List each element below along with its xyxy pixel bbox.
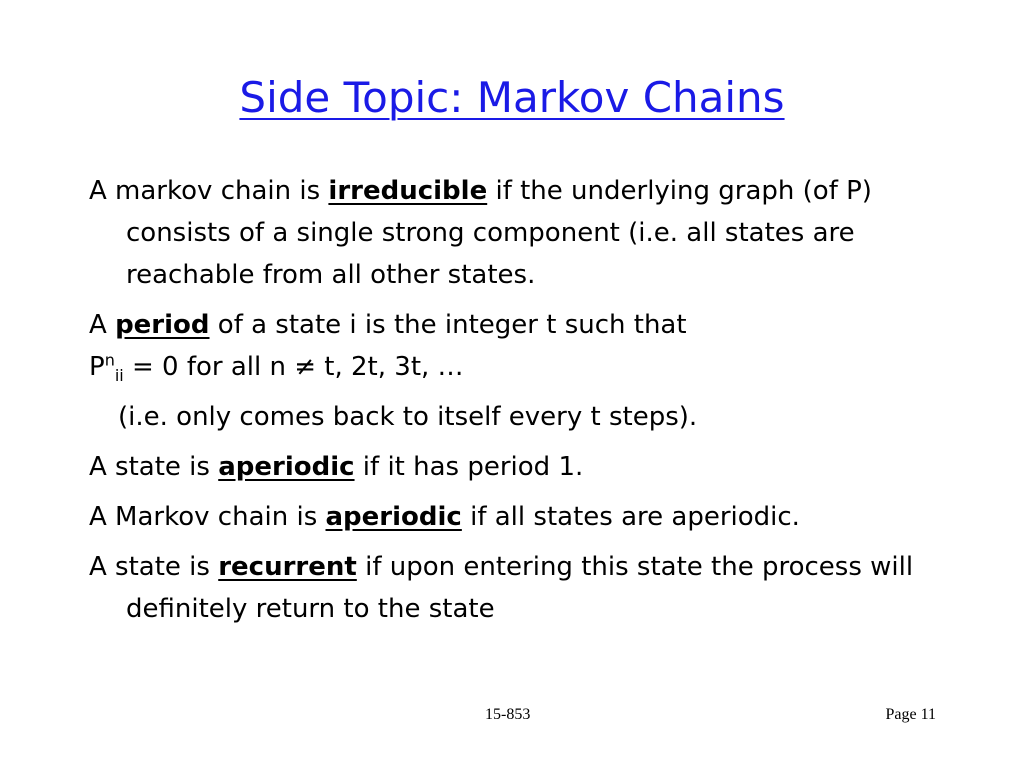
- slide-body: [89, 170, 969, 638]
- paragraph-text: if all states are aperiodic.: [461, 502, 800, 532]
- paragraph-text: A: [89, 310, 116, 340]
- paragraph-text: of a state i is the integer t such that: [209, 310, 687, 340]
- term-aperiodic: aperiodic: [325, 502, 462, 532]
- formula-base: P: [89, 352, 105, 382]
- formula-subscript: ii: [114, 366, 124, 386]
- period-formula: [89, 346, 969, 388]
- period-explanation: (i.e. only comes back to itself every t steps).: [118, 402, 698, 432]
- term-irreducible: irreducible: [328, 176, 488, 206]
- term-period: period: [115, 310, 210, 340]
- slide-title: [0, 68, 1024, 128]
- definition-aperiodic-state: [89, 446, 969, 488]
- definition-aperiodic-chain: [89, 496, 969, 538]
- paragraph-text: if it has period 1.: [354, 452, 584, 482]
- formula-superscript: n: [104, 350, 115, 370]
- slide-title-text: Side Topic: Markov Chains: [239, 73, 785, 122]
- paragraph-text: A markov chain is: [89, 176, 329, 206]
- formula-condition: = 0 for all n ≠ t, 2t, 3t, …: [123, 352, 464, 382]
- term-recurrent: recurrent: [218, 552, 357, 582]
- paragraph-text: A state is: [89, 452, 219, 482]
- paragraph-text: A Markov chain is: [89, 502, 326, 532]
- paragraph-text: A state is: [89, 552, 219, 582]
- definition-period: [89, 304, 969, 388]
- footer-page-number: Page 11: [885, 706, 936, 723]
- term-aperiodic: aperiodic: [218, 452, 355, 482]
- paragraph-text: if upon entering this state the process will definitely return to the state: [126, 552, 914, 624]
- definition-irreducible: [89, 170, 969, 296]
- footer-course-number: 15-853: [485, 706, 531, 723]
- paragraph-text: if the underlying graph (of P) consists of a single strong component (i.e. all states are reachable from all other states.: [126, 176, 872, 290]
- definition-recurrent: [89, 546, 969, 630]
